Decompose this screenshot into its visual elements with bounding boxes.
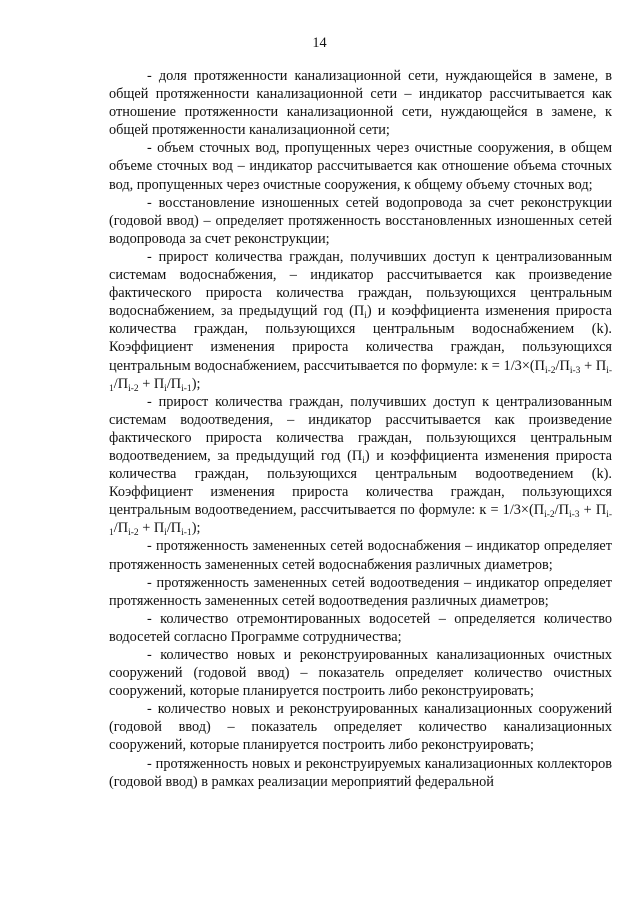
text-segment: - протяженность замененных сетей водоснабжения – индикатор определяет протяженность замененных сетей водоснабжения различных диаметров; <box>109 538 612 573</box>
text-segment: - протяженность замененных сетей водоотведения – индикатор определяет протяженность замененных сетей водоотведения различных диаметров; <box>109 574 612 609</box>
list-paragraph <box>109 248 612 393</box>
list-paragraph <box>109 139 612 193</box>
list-paragraph <box>109 646 612 700</box>
text-segment: /П <box>166 375 182 392</box>
text-segment: - количество отремонтированных водосетей – определяется количество водосетей согласно Программе сотрудничества; <box>109 610 612 645</box>
body-text <box>109 67 612 791</box>
list-paragraph <box>109 393 612 538</box>
text-segment: - восстановление изношенных сетей водопровода за счет реконструкции (годовой ввод) – определяет протяженность восстановленных изношенных сетей водопровода за счет реконструкции; <box>109 194 612 247</box>
list-paragraph <box>109 194 612 248</box>
text-segment: ); <box>191 375 201 392</box>
subscript-index: i-2 <box>128 383 139 394</box>
subscript-index: i-1 <box>109 365 612 394</box>
subscript-index: i <box>362 455 365 466</box>
text-segment: - количество новых и реконструированных канализационных сооружений (годовой ввод) – показатель определяет количество канализационных сооружений, которые планируется построить либо реконструировать; <box>109 701 612 754</box>
text-segment: - прирост количества граждан, получивших доступ к централизованным системам водоснабжения, – индикатор рассчитывается как произведение фактического прироста количества граждан, пользующихся центральным водоснабжением, за предыдущий год (П <box>109 248 612 320</box>
list-paragraph <box>109 700 612 754</box>
text-segment: /П <box>554 502 569 519</box>
text-segment: /П <box>166 520 182 537</box>
text-segment: - количество новых и реконструированных канализационных очистных сооружений (годовой ввод) – показатель определяет количество очистных сооружений, которые планируется построить либо реконструировать; <box>109 647 612 700</box>
text-segment: + П <box>579 502 607 519</box>
text-segment: - объем сточных вод, пропущенных через очистные сооружения, в общем объеме сточных вод – индикатор рассчитывается как отношение объема сточных вод, пропущенных через очистные сооружения, к общему объему сточных вод; <box>109 140 612 193</box>
text-segment: + П <box>138 520 165 537</box>
text-segment: - прирост количества граждан, получивших доступ к централизованным системам водоотведения, – индикатор рассчитывается как произведение фактического прироста количества граждан, пользующихся центральным водоотведением, за предыдущий год (П <box>109 393 612 464</box>
subscript-index: i-3 <box>569 365 581 376</box>
list-paragraph <box>109 537 612 573</box>
page-number: 14 <box>312 35 327 51</box>
text-segment: ) и коэффициента изменения прироста количества граждан, пользующихся центральным водоотведением (k). Коэффициент изменения прироста количества граждан, пользующихся центральным водоотведением, рассчитывается по формуле: к = 1/3×(П <box>109 447 613 519</box>
subscript-index: i-1 <box>181 383 192 394</box>
list-paragraph <box>109 755 612 791</box>
text-segment: /П <box>113 375 129 392</box>
subscript-index: i-1 <box>181 528 192 539</box>
text-segment: + П <box>580 357 607 374</box>
subscript-index: i <box>164 528 167 539</box>
subscript-index: i <box>364 311 367 322</box>
text-segment: - протяженность новых и реконструируемых канализационных коллекторов (годовой ввод) в рамках реализации мероприятий федеральной <box>109 755 612 790</box>
subscript-index: i-1 <box>109 510 612 539</box>
subscript-index: i-2 <box>544 365 556 376</box>
subscript-index: i <box>164 383 167 394</box>
text-segment: /П <box>113 520 129 537</box>
text-segment: ); <box>191 520 201 537</box>
subscript-index: i-2 <box>544 510 555 521</box>
list-paragraph <box>109 574 612 610</box>
list-paragraph <box>109 67 612 139</box>
text-segment: + П <box>138 375 165 392</box>
list-paragraph <box>109 610 612 646</box>
subscript-index: i-3 <box>568 510 580 521</box>
text-segment: ) и коэффициента изменения прироста количества граждан, пользующихся центральным водоснабжением (k). Коэффициент изменения прироста количества граждан, пользующихся центральным водоснабжением, рассчитывается по формуле: к = 1/3×(П <box>109 303 613 374</box>
subscript-index: i-2 <box>128 528 139 539</box>
text-segment: /П <box>555 357 570 374</box>
text-segment: - доля протяженности канализационной сети, нуждающейся в замене, в общей протяженности канализационной сети – индикатор рассчитывается как отношение протяженности канализационной сети, нуждающейся в замене, к общей протяженности канализационной сети; <box>109 68 612 139</box>
